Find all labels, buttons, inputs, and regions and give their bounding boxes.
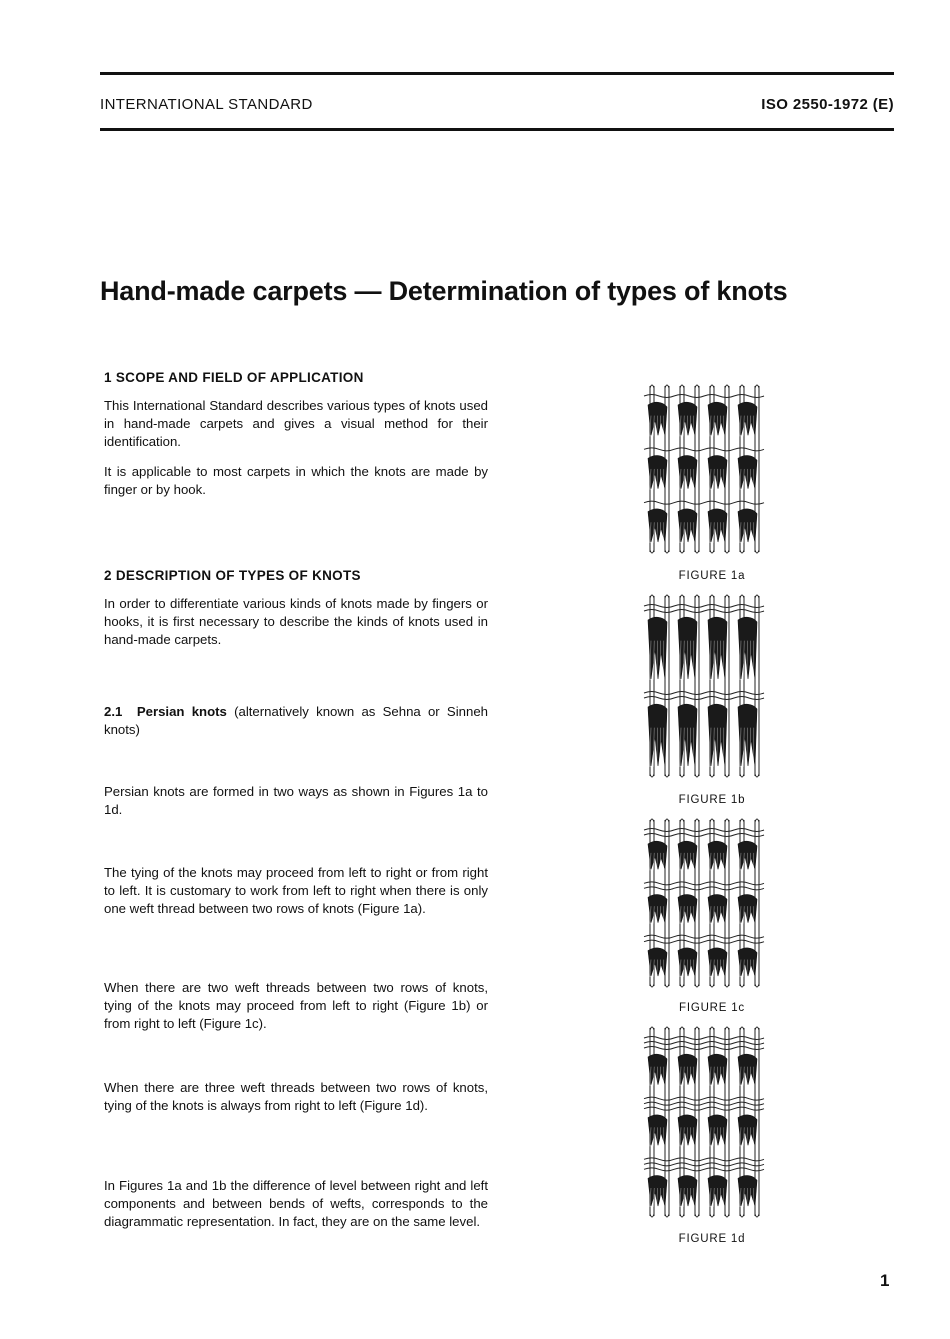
subsection-2-1-title: Persian knots: [136, 704, 227, 719]
paragraph-tying: The tying of the knots may proceed from left to right or from right to left. It is customary to work from left to right when there is only one weft thread between two rows of knots (Figure 1a).: [104, 865, 488, 916]
figure-1d-diagram: [640, 1022, 770, 1220]
paragraph-two-wefts: When there are two weft threads between two rows of knots, tying of the knots may proceed from left to right (Figure 1b) or from right to left (Figure 1c).: [104, 980, 488, 1031]
document-title: Hand-made carpets — Determination of types of knots: [100, 276, 788, 306]
figure-1c-diagram: [640, 814, 770, 990]
section-2-heading: 2 DESCRIPTION OF TYPES OF KNOTS: [104, 568, 361, 583]
subsection-2-1-heading: [104, 703, 488, 739]
figure-1a-diagram: [640, 380, 770, 556]
header-top-rule: [100, 72, 894, 75]
section-1-paragraph-2: It is applicable to most carpets in which the knots are made by finger or by hook.: [104, 464, 488, 497]
header-standard-label: INTERNATIONAL STANDARD: [100, 96, 313, 113]
figure-1a-caption: FIGURE 1a: [678, 570, 746, 582]
paragraph-formed: Persian knots are formed in two ways as shown in Figures 1a to 1d.: [104, 784, 488, 817]
figure-1d-caption: FIGURE 1d: [678, 1233, 746, 1245]
header-bottom-rule: [100, 128, 894, 131]
subsection-2-1-note: (alternatively known as Sehna or Sinneh knots): [104, 704, 488, 737]
figure-1b-caption: FIGURE 1b: [678, 794, 746, 806]
header-standard-number: ISO 2550-1972 (E): [761, 96, 894, 113]
paragraph-level: In Figures 1a and 1b the difference of level between right and left components and between bends of wefts, corresponds to the diagrammatic representation. In fact, they are on the same level.: [104, 1178, 488, 1229]
section-2-paragraph-1: In order to differentiate various kinds of knots made by fingers or hooks, it is first necessary to describe the kinds of knots used in hand-made carpets.: [104, 596, 488, 647]
section-1-heading: 1 SCOPE AND FIELD OF APPLICATION: [104, 370, 364, 385]
figure-1c-caption: FIGURE 1c: [679, 1002, 745, 1014]
subsection-2-1-number: 2.1: [104, 704, 123, 719]
page-number: 1: [880, 1271, 890, 1290]
paragraph-three-wefts: When there are three weft threads between two rows of knots, tying of the knots is always from right to left (Figure 1d).: [104, 1080, 488, 1113]
figure-1b-diagram: [640, 590, 770, 780]
section-1-paragraph-1: This International Standard describes various types of knots used in hand-made carpets and gives a visual method for their identification.: [104, 398, 488, 449]
